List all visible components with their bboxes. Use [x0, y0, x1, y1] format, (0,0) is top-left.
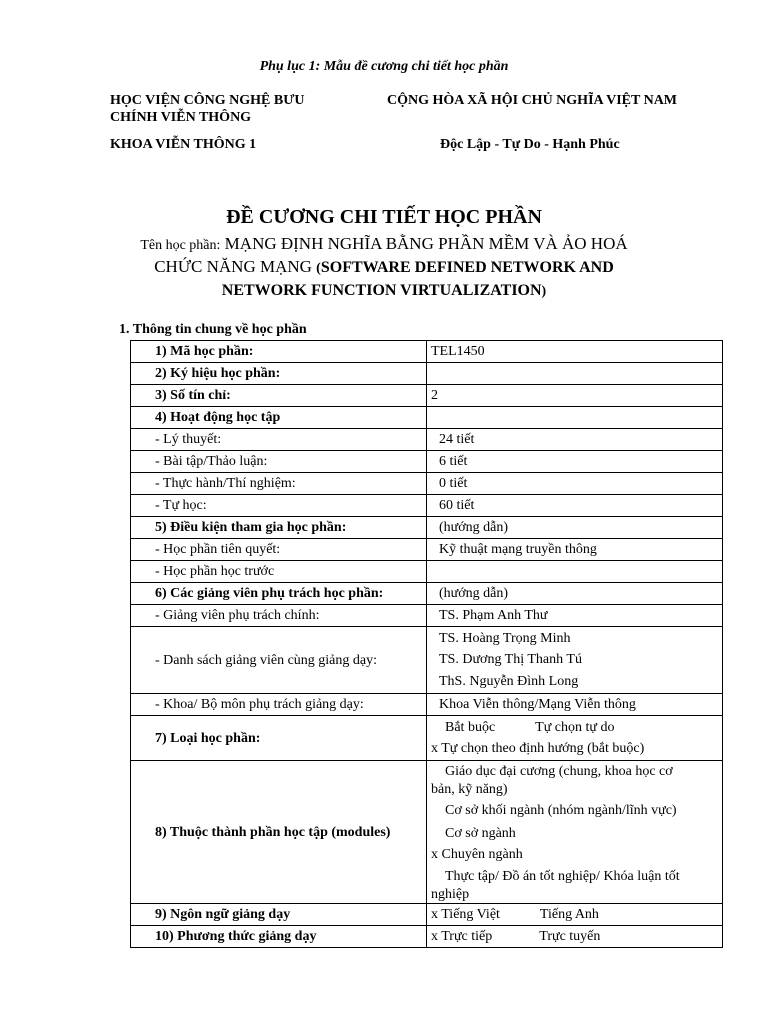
- course-name-en-line2: NETWORK FUNCTION VIRTUALIZATION: [221, 282, 542, 299]
- option-text: Cơ sở ngành: [445, 826, 516, 841]
- row-value: (hướng dẫn): [427, 517, 723, 539]
- option-text: x Trực tiếp: [431, 929, 493, 944]
- row-label: - Học phần học trước: [131, 561, 427, 583]
- row-label: 10) Phương thức giảng dạy: [131, 926, 427, 948]
- option-text: Giáo dục đại cương (chung, khoa học cơ: [445, 764, 673, 779]
- table-row: [131, 761, 723, 904]
- row-label: 3) Số tín chỉ:: [131, 385, 427, 407]
- row-label: 5) Điều kiện tham gia học phần:: [131, 517, 427, 539]
- row-value: [427, 716, 723, 761]
- row-label: - Giảng viên phụ trách chính:: [131, 605, 427, 627]
- row-label: - Thực hành/Thí nghiệm:: [131, 473, 427, 495]
- row-value: [427, 627, 723, 694]
- option-text: Tiếng Anh: [539, 907, 599, 922]
- row-label: 2) Ký hiệu học phần:: [131, 363, 427, 385]
- option-text: x Tự chọn theo định hướng (bắt buộc): [431, 741, 645, 756]
- row-label: 4) Hoạt động học tập: [131, 407, 427, 429]
- option-text: Cơ sở khối ngành (nhóm ngành/lĩnh vực): [445, 803, 677, 818]
- row-value: [427, 761, 723, 904]
- table-row: [131, 539, 723, 561]
- row-value: Kỹ thuật mạng truyền thông: [427, 539, 723, 561]
- paren-open: (: [316, 261, 321, 276]
- row-label: 1) Mã học phần:: [131, 341, 427, 363]
- row-label: - Danh sách giảng viên cùng giảng dạy:: [131, 627, 427, 694]
- option-text: Tự chọn tự do: [535, 719, 615, 735]
- course-name-en-line1: SOFTWARE DEFINED NETWORK AND: [320, 259, 614, 276]
- table-row: [131, 363, 723, 385]
- row-value: [427, 561, 723, 583]
- row-value: [427, 926, 723, 948]
- course-title: [0, 233, 768, 302]
- course-label: Tên học phần:: [140, 238, 221, 253]
- row-label: - Lý thuyết:: [131, 429, 427, 451]
- row-label: - Khoa/ Bộ môn phụ trách giảng dạy:: [131, 694, 427, 716]
- option-text: nghiệp: [431, 887, 470, 902]
- table-row: [131, 583, 723, 605]
- lecturer-name: TS. Hoàng Trọng Minh: [439, 630, 571, 646]
- table-row: [131, 407, 723, 429]
- option-text: x Tiếng Việt: [431, 907, 500, 922]
- annex-title: Phụ lục 1: Mẫu đề cương chi tiết học phần: [259, 59, 509, 74]
- table-row: [131, 429, 723, 451]
- table-row: [131, 605, 723, 627]
- table-row: [131, 517, 723, 539]
- row-label: 7) Loại học phần:: [131, 716, 427, 761]
- row-value: 0 tiết: [427, 473, 723, 495]
- row-value: [427, 407, 723, 429]
- table-row: [131, 341, 723, 363]
- lecturer-name: TS. Dương Thị Thanh Tú: [439, 652, 582, 668]
- option-text: Thực tập/ Đồ án tốt nghiệp/ Khóa luận tốt: [445, 869, 680, 884]
- national-motto: Độc Lập - Tự Do - Hạnh Phúc: [440, 137, 620, 152]
- course-name-line2: CHỨC NĂNG MẠNG: [154, 257, 312, 276]
- section-heading: 1. Thông tin chung về học phần: [119, 322, 307, 337]
- institute-name-line1: HỌC VIỆN CÔNG NGHỆ BƯU: [110, 93, 305, 108]
- row-value: Khoa Viễn thông/Mạng Viễn thông: [427, 694, 723, 716]
- row-value: 6 tiết: [427, 451, 723, 473]
- table-row: [131, 627, 723, 694]
- row-label: - Bài tập/Thảo luận:: [131, 451, 427, 473]
- document-title: ĐỀ CƯƠNG CHI TIẾT HỌC PHẦN: [226, 206, 542, 228]
- national-title: CỘNG HÒA XÃ HỘI CHỦ NGHĨA VIỆT NAM: [387, 93, 678, 108]
- row-label: 8) Thuộc thành phần học tập (modules): [131, 761, 427, 904]
- row-label: 9) Ngôn ngữ giảng dạy: [131, 904, 427, 926]
- row-label: 6) Các giảng viên phụ trách học phần:: [131, 583, 427, 605]
- table-row: [131, 385, 723, 407]
- table-row: [131, 473, 723, 495]
- table-row: [131, 716, 723, 761]
- course-name-line1: MẠNG ĐỊNH NGHĨA BẰNG PHẦN MỀM VÀ ẢO HOÁ: [224, 234, 628, 253]
- row-value: (hướng dẫn): [427, 583, 723, 605]
- option-text: Trực tuyến: [539, 929, 601, 944]
- table-row: [131, 904, 723, 926]
- table-row: [131, 694, 723, 716]
- row-value: TEL1450: [427, 341, 723, 363]
- row-label: - Học phần tiên quyết:: [131, 539, 427, 561]
- option-text: bản, kỹ năng): [431, 782, 508, 797]
- row-value: 24 tiết: [427, 429, 723, 451]
- paren-close: ): [541, 284, 547, 299]
- row-label: - Tự học:: [131, 495, 427, 517]
- row-value: 2: [427, 385, 723, 407]
- row-value: 60 tiết: [427, 495, 723, 517]
- course-info-table: [130, 340, 723, 948]
- row-value: TS. Phạm Anh Thư: [427, 605, 723, 627]
- table-row: [131, 561, 723, 583]
- option-text: Bắt buộc: [445, 719, 496, 735]
- faculty-name: KHOA VIỄN THÔNG 1: [110, 137, 257, 152]
- lecturer-name: ThS. Nguyễn Đình Long: [439, 673, 579, 689]
- table-row: [131, 495, 723, 517]
- institute-name-line2: CHÍNH VIỄN THÔNG: [110, 110, 252, 125]
- row-value: [427, 904, 723, 926]
- option-text: x Chuyên ngành: [431, 847, 523, 862]
- table-row: [131, 451, 723, 473]
- table-row: [131, 926, 723, 948]
- row-value: [427, 363, 723, 385]
